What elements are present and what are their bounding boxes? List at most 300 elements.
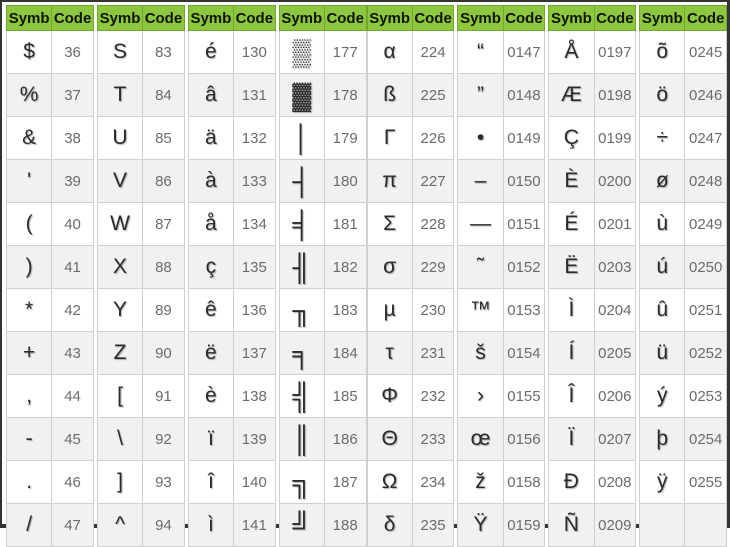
code-cell: 83	[143, 31, 185, 74]
symbol-cell	[640, 504, 685, 547]
code-cell: 131	[234, 74, 276, 117]
table-row	[7, 461, 94, 504]
table-row	[367, 375, 454, 418]
symbol-cell: ž	[458, 461, 503, 504]
symbol-cell: Ñ	[549, 504, 594, 547]
table-row	[188, 31, 275, 74]
symbol-cell: ╣	[279, 375, 324, 418]
table-row	[458, 74, 545, 117]
symbol-cell: Θ	[367, 418, 412, 461]
code-cell: 0250	[685, 246, 727, 289]
code-cell: 0151	[503, 203, 545, 246]
code-cell: 0253	[685, 375, 727, 418]
table-row	[640, 289, 727, 332]
code-cell: 0156	[503, 418, 545, 461]
table-row	[640, 74, 727, 117]
symbol-cell: ä	[188, 117, 233, 160]
symbol-cell: ÷	[640, 117, 685, 160]
code-cell: 41	[52, 246, 94, 289]
symb-column-header: Symb	[367, 6, 412, 31]
symbol-cell: Ë	[549, 246, 594, 289]
symbol-cell: ╗	[279, 461, 324, 504]
symbol-cell: -	[7, 418, 52, 461]
code-cell: 0152	[503, 246, 545, 289]
header-row	[188, 6, 275, 31]
table-row	[367, 418, 454, 461]
symbol-cell: —	[458, 203, 503, 246]
table-row	[458, 418, 545, 461]
table-row	[549, 375, 636, 418]
code-cell: 0209	[594, 504, 636, 547]
table-row	[458, 203, 545, 246]
code-cell: 44	[52, 375, 94, 418]
code-cell: 235	[412, 504, 454, 547]
symbol-cell: (	[7, 203, 52, 246]
code-cell: 188	[324, 504, 366, 547]
table-row	[188, 418, 275, 461]
table-row	[97, 375, 184, 418]
symb-column-header: Symb	[7, 6, 52, 31]
table-row	[458, 117, 545, 160]
code-cell: 0204	[594, 289, 636, 332]
table-row	[97, 461, 184, 504]
table-row	[279, 375, 366, 418]
header-row	[367, 6, 454, 31]
code-cell: 0199	[594, 117, 636, 160]
table-row	[279, 203, 366, 246]
table-row	[549, 117, 636, 160]
code-cell: 0254	[685, 418, 727, 461]
table-row	[549, 332, 636, 375]
code-cell: 40	[52, 203, 94, 246]
code-cell: 137	[234, 332, 276, 375]
table-row	[549, 160, 636, 203]
symbol-code-table-0-1	[97, 5, 185, 547]
table-row	[367, 203, 454, 246]
symbol-cell: Í	[549, 332, 594, 375]
table-row	[549, 461, 636, 504]
symbol-cell: ˜	[458, 246, 503, 289]
symbol-cell: è	[188, 375, 233, 418]
code-cell: 183	[324, 289, 366, 332]
table-row	[279, 74, 366, 117]
symbol-cell: ╝	[279, 504, 324, 547]
symbol-cell: ê	[188, 289, 233, 332]
code-cell: 0148	[503, 74, 545, 117]
code-cell: 0201	[594, 203, 636, 246]
table-row	[640, 504, 727, 547]
symbol-code-table-0-3	[279, 5, 367, 547]
symbol-cell: ý	[640, 375, 685, 418]
table-row	[7, 418, 94, 461]
code-cell: 0206	[594, 375, 636, 418]
table-row	[367, 332, 454, 375]
code-cell: 140	[234, 461, 276, 504]
table-row	[549, 203, 636, 246]
symbol-cell: ╡	[279, 203, 324, 246]
table-row	[97, 117, 184, 160]
code-cell: 42	[52, 289, 94, 332]
symbol-cell: α	[367, 31, 412, 74]
symbol-cell: ║	[279, 418, 324, 461]
symbol-cell: ö	[640, 74, 685, 117]
code-cell: 0205	[594, 332, 636, 375]
table-row	[188, 160, 275, 203]
symbol-cell: ì	[188, 504, 233, 547]
code-cell: 89	[143, 289, 185, 332]
table-row	[7, 332, 94, 375]
table-row	[640, 418, 727, 461]
table-row	[97, 504, 184, 547]
table-row	[7, 203, 94, 246]
code-cell: 0149	[503, 117, 545, 160]
code-cell: 185	[324, 375, 366, 418]
symbol-cell: '	[7, 160, 52, 203]
symbol-cell: ø	[640, 160, 685, 203]
symbol-cell: µ	[367, 289, 412, 332]
code-cell: 187	[324, 461, 366, 504]
symbol-cell: ›	[458, 375, 503, 418]
table-row	[458, 289, 545, 332]
header-row	[7, 6, 94, 31]
table-row	[7, 504, 94, 547]
table-row	[279, 31, 366, 74]
table-row	[640, 160, 727, 203]
table-row	[549, 246, 636, 289]
symbol-cell: œ	[458, 418, 503, 461]
code-cell: 38	[52, 117, 94, 160]
table-row	[458, 504, 545, 547]
code-cell: 130	[234, 31, 276, 74]
code-cell: 186	[324, 418, 366, 461]
table-row	[188, 246, 275, 289]
symb-column-header: Symb	[640, 6, 685, 31]
code-cell: 233	[412, 418, 454, 461]
code-cell: 46	[52, 461, 94, 504]
symbol-cell: Ω	[367, 461, 412, 504]
code-cell: 234	[412, 461, 454, 504]
code-cell: 179	[324, 117, 366, 160]
table-row	[188, 289, 275, 332]
symbol-code-table-1-0	[367, 5, 455, 547]
code-cell: 91	[143, 375, 185, 418]
code-cell: 90	[143, 332, 185, 375]
table-row	[279, 332, 366, 375]
code-cell: 0154	[503, 332, 545, 375]
code-cell: 85	[143, 117, 185, 160]
code-cell: 87	[143, 203, 185, 246]
symb-column-header: Symb	[549, 6, 594, 31]
symbol-cell: ”	[458, 74, 503, 117]
table-row	[97, 332, 184, 375]
symbol-cell: Î	[549, 375, 594, 418]
symbol-cell: ™	[458, 289, 503, 332]
symbol-code-table-0-0	[6, 5, 94, 547]
table-row	[458, 332, 545, 375]
symbol-cell: þ	[640, 418, 685, 461]
symbol-cell: Ÿ	[458, 504, 503, 547]
table-row	[640, 31, 727, 74]
table-row	[549, 504, 636, 547]
symbol-cell: Ð	[549, 461, 594, 504]
table-row	[97, 418, 184, 461]
code-cell: 178	[324, 74, 366, 117]
table-row	[97, 246, 184, 289]
symbol-cell: Γ	[367, 117, 412, 160]
table-row	[279, 289, 366, 332]
code-cell: 141	[234, 504, 276, 547]
code-cell: 86	[143, 160, 185, 203]
symbol-cell: ┤	[279, 160, 324, 203]
table-row	[367, 246, 454, 289]
symbol-cell: ,	[7, 375, 52, 418]
table-row	[97, 203, 184, 246]
symbol-cell: Æ	[549, 74, 594, 117]
code-cell: 0197	[594, 31, 636, 74]
table-row	[188, 504, 275, 547]
table-row	[97, 289, 184, 332]
code-cell: 132	[234, 117, 276, 160]
code-cell: 230	[412, 289, 454, 332]
header-row	[97, 6, 184, 31]
header-row	[458, 6, 545, 31]
table-row	[279, 461, 366, 504]
table-row	[367, 117, 454, 160]
header-row	[549, 6, 636, 31]
symbol-cell: Ì	[549, 289, 594, 332]
symbol-cell: ú	[640, 246, 685, 289]
symbol-cell: “	[458, 31, 503, 74]
symbol-cell: ü	[640, 332, 685, 375]
symbol-cell: š	[458, 332, 503, 375]
symbol-cell: [	[97, 375, 142, 418]
table-row	[188, 461, 275, 504]
symbol-cell: ▒	[279, 31, 324, 74]
table-row	[97, 31, 184, 74]
table-row	[7, 31, 94, 74]
code-cell: 0249	[685, 203, 727, 246]
table-row	[458, 31, 545, 74]
symbol-cell: –	[458, 160, 503, 203]
code-cell: 228	[412, 203, 454, 246]
symbol-cell: •	[458, 117, 503, 160]
symbol-cell: $	[7, 31, 52, 74]
symbol-cell: ï	[188, 418, 233, 461]
code-cell: 225	[412, 74, 454, 117]
table-row	[279, 160, 366, 203]
ascii-table-right	[367, 5, 728, 536]
table-row	[188, 203, 275, 246]
header-row	[640, 6, 727, 31]
code-cell: 135	[234, 246, 276, 289]
symbol-cell: ╢	[279, 246, 324, 289]
table-row	[549, 418, 636, 461]
code-cell: 94	[143, 504, 185, 547]
symbol-cell: /	[7, 504, 52, 547]
symbol-cell: δ	[367, 504, 412, 547]
code-cell: 232	[412, 375, 454, 418]
code-cell: 0200	[594, 160, 636, 203]
code-column-header: Code	[412, 6, 454, 31]
symbol-cell: â	[188, 74, 233, 117]
code-column-header: Code	[52, 6, 94, 31]
symbol-cell: ë	[188, 332, 233, 375]
code-cell: 37	[52, 74, 94, 117]
table-row	[458, 160, 545, 203]
table-row	[7, 289, 94, 332]
code-cell: 0158	[503, 461, 545, 504]
table-row	[640, 375, 727, 418]
symbol-cell: &	[7, 117, 52, 160]
symbol-code-table-1-2	[548, 5, 636, 547]
code-cell: 0245	[685, 31, 727, 74]
code-cell: 0252	[685, 332, 727, 375]
table-row	[7, 117, 94, 160]
code-cell: 0159	[503, 504, 545, 547]
table-row	[188, 375, 275, 418]
symbol-cell: σ	[367, 246, 412, 289]
code-column-header: Code	[594, 6, 636, 31]
symbol-cell: ù	[640, 203, 685, 246]
symbol-cell: õ	[640, 31, 685, 74]
table-row	[367, 160, 454, 203]
symb-column-header: Symb	[97, 6, 142, 31]
symbol-cell: Z	[97, 332, 142, 375]
table-row	[97, 74, 184, 117]
header-row	[279, 6, 366, 31]
symbol-cell: ^	[97, 504, 142, 547]
symbol-cell: é	[188, 31, 233, 74]
code-column-header: Code	[324, 6, 366, 31]
table-row	[279, 246, 366, 289]
table-row	[549, 74, 636, 117]
code-cell: 136	[234, 289, 276, 332]
table-row	[458, 246, 545, 289]
symbol-cell: û	[640, 289, 685, 332]
code-cell: 0207	[594, 418, 636, 461]
symb-column-header: Symb	[458, 6, 503, 31]
code-cell: 45	[52, 418, 94, 461]
code-cell: 184	[324, 332, 366, 375]
symbol-cell: Φ	[367, 375, 412, 418]
code-cell: 88	[143, 246, 185, 289]
symbol-cell: π	[367, 160, 412, 203]
code-cell: 0251	[685, 289, 727, 332]
code-cell: 0198	[594, 74, 636, 117]
code-cell: 84	[143, 74, 185, 117]
symbol-cell: │	[279, 117, 324, 160]
table-row	[367, 504, 454, 547]
symbol-cell: Ï	[549, 418, 594, 461]
table-row	[549, 289, 636, 332]
code-cell: 92	[143, 418, 185, 461]
code-column-header: Code	[685, 6, 727, 31]
code-cell: 0247	[685, 117, 727, 160]
table-row	[7, 74, 94, 117]
code-cell: 177	[324, 31, 366, 74]
code-cell: 39	[52, 160, 94, 203]
table-row	[640, 203, 727, 246]
code-cell: 0150	[503, 160, 545, 203]
table-row	[188, 74, 275, 117]
symbol-code-table-1-1	[457, 5, 545, 547]
symbol-cell: ÿ	[640, 461, 685, 504]
symbol-cell: Y	[97, 289, 142, 332]
table-row	[279, 504, 366, 547]
code-cell: 0147	[503, 31, 545, 74]
code-cell: 0153	[503, 289, 545, 332]
symbol-cell: å	[188, 203, 233, 246]
code-cell: 227	[412, 160, 454, 203]
symbol-cell: ╕	[279, 332, 324, 375]
table-row	[367, 289, 454, 332]
symbol-cell: V	[97, 160, 142, 203]
code-cell: 229	[412, 246, 454, 289]
symbol-cell: ╖	[279, 289, 324, 332]
code-cell: 133	[234, 160, 276, 203]
symbol-cell: à	[188, 160, 233, 203]
table-row	[188, 117, 275, 160]
symbol-cell: É	[549, 203, 594, 246]
symbol-cell: .	[7, 461, 52, 504]
table-row	[640, 117, 727, 160]
symbol-cell: %	[7, 74, 52, 117]
code-cell: 181	[324, 203, 366, 246]
symb-column-header: Symb	[188, 6, 233, 31]
table-row	[367, 461, 454, 504]
symbol-cell: ß	[367, 74, 412, 117]
code-cell: 47	[52, 504, 94, 547]
table-row	[458, 375, 545, 418]
table-row	[549, 31, 636, 74]
code-cell: 0203	[594, 246, 636, 289]
table-row	[640, 461, 727, 504]
code-cell: 93	[143, 461, 185, 504]
symbol-cell: )	[7, 246, 52, 289]
code-cell: 224	[412, 31, 454, 74]
symbol-cell: È	[549, 160, 594, 203]
table-row	[367, 31, 454, 74]
code-cell: 0208	[594, 461, 636, 504]
table-row	[7, 246, 94, 289]
code-cell: 0248	[685, 160, 727, 203]
table-row	[367, 74, 454, 117]
code-cell: 134	[234, 203, 276, 246]
symbol-cell: W	[97, 203, 142, 246]
symbol-cell: X	[97, 246, 142, 289]
table-row	[188, 332, 275, 375]
code-cell: 180	[324, 160, 366, 203]
symbol-cell: î	[188, 461, 233, 504]
symbol-cell: Å	[549, 31, 594, 74]
symbol-code-table-0-2	[188, 5, 276, 547]
code-cell: 231	[412, 332, 454, 375]
symbol-cell: ]	[97, 461, 142, 504]
table-row	[97, 160, 184, 203]
table-row	[279, 418, 366, 461]
ascii-code-board	[2, 2, 727, 540]
symb-column-header: Symb	[279, 6, 324, 31]
table-row	[640, 246, 727, 289]
symbol-cell: τ	[367, 332, 412, 375]
code-cell: 182	[324, 246, 366, 289]
symbol-cell: +	[7, 332, 52, 375]
symbol-cell: \	[97, 418, 142, 461]
code-column-header: Code	[503, 6, 545, 31]
symbol-cell: S	[97, 31, 142, 74]
code-cell: 226	[412, 117, 454, 160]
table-row	[458, 461, 545, 504]
